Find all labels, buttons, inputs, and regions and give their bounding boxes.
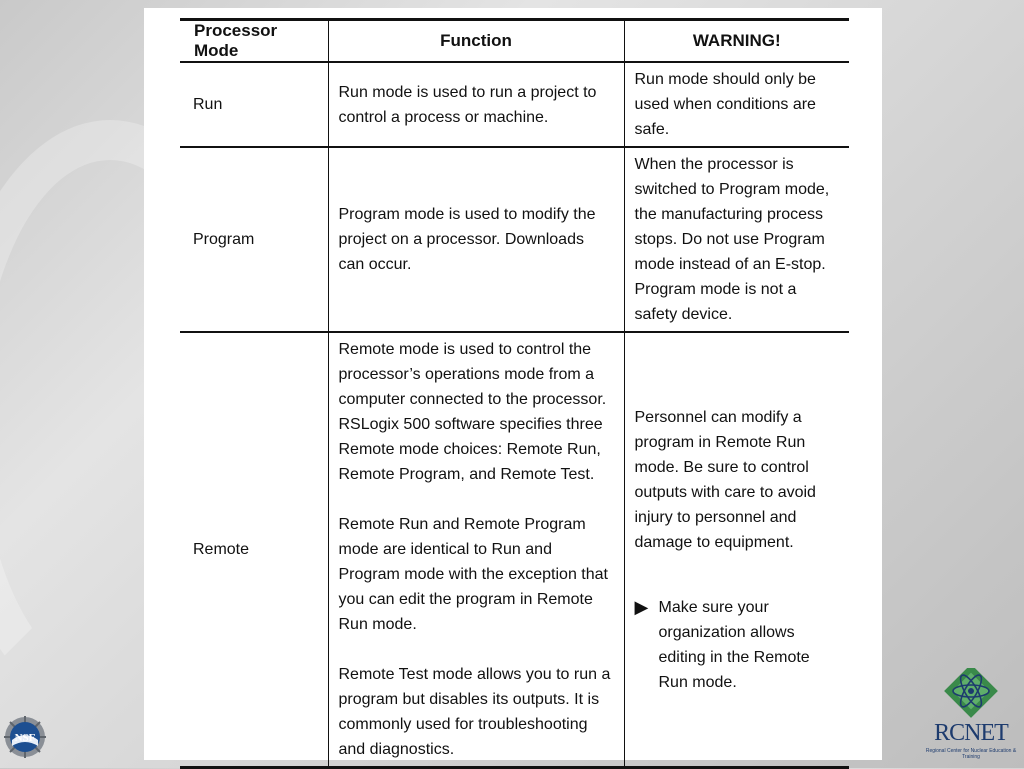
function-text: Run mode is used to run a project to control a process or machine. <box>338 83 597 126</box>
mode-cell: Remote <box>180 332 328 768</box>
rcnet-logo-text: RCNET <box>934 720 1008 746</box>
function-text: Remote Test mode allows you to run a program but disables its outputs. It is commonly used for troubleshooting and diagnostics. <box>338 666 611 758</box>
warning-cell: When the processor is switched to Program mode, the manufacturing process stops. Do not use Program mode instead of an E-stop. Program mode is not a safety device. <box>624 147 849 332</box>
triangle-right-icon: ▶ <box>634 596 649 617</box>
bullet-text: Make sure your organization allows editing in the Remote Run mode. <box>658 598 810 691</box>
function-cell <box>328 147 624 332</box>
header-processor-mode: Processor Mode <box>180 20 328 63</box>
rcnet-tagline: Regional Center for Nuclear Education & Training <box>925 748 1017 760</box>
table-header-row <box>180 20 849 63</box>
nsf-logo <box>4 716 46 758</box>
function-cell <box>328 62 624 147</box>
table-row-program <box>180 147 849 332</box>
warning-cell: Run mode should only be used when conditions are safe. <box>624 62 849 147</box>
function-text: Remote Run and Remote Program mode are identical to Run and Program mode with the exception that you can edit the program in Remote Run mode. <box>338 516 608 633</box>
function-text: Remote mode is used to control the processor’s operations mode from a computer connected to the processor. RSLogix 500 software specifies three Remote mode choices: Remote Run, Remote Program, and Remote Test. <box>338 341 607 483</box>
atom-icon <box>922 668 1020 724</box>
mode-cell: Program <box>180 147 328 332</box>
header-function: Function <box>328 20 624 63</box>
nsf-logo-text: NSF <box>14 732 36 744</box>
warning-cell <box>624 332 849 768</box>
header-warning: WARNING! <box>624 20 849 63</box>
processor-modes-table <box>180 18 849 769</box>
rcnet-logo <box>922 668 1020 766</box>
table-row-remote <box>180 332 849 768</box>
table-row-run <box>180 62 849 147</box>
mode-cell: Run <box>180 62 328 147</box>
document-page <box>144 8 882 760</box>
bullet-note <box>635 595 840 695</box>
function-cell <box>328 332 624 768</box>
function-text: Program mode is used to modify the project on a processor. Downloads can occur. <box>338 206 596 273</box>
warning-text: Personnel can modify a program in Remote Run mode. Be sure to control outputs with care to avoid injury to personnel and damage to equipment. <box>634 408 816 551</box>
